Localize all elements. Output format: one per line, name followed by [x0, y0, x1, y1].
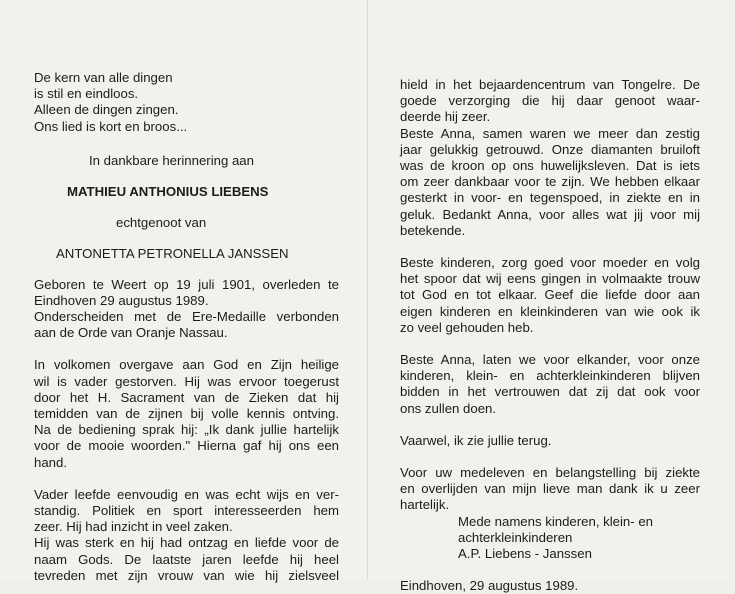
farewell: Vaarwel, ik zie jullie terug.: [400, 432, 552, 448]
spouse-name: ANTONETTA PETRONELLA JANSSEN: [56, 246, 289, 262]
text-line: Eindhoven 29 augustus 1989.: [34, 292, 209, 308]
poem-line: Alleen de dingen zingen.: [34, 102, 179, 118]
text-line: wil is vader gestorven. Hij was ervoor toegerust: [34, 373, 339, 389]
text-line: Voor uw medeleven en belangstelling bij ziekte: [400, 465, 700, 481]
text-line: kinderen, klein- en achterkleinkinderen blijven: [400, 368, 700, 384]
anna-paragraph: [400, 77, 700, 239]
deceased-name: MATHIEU ANTHONIUS LIEBENS: [67, 184, 269, 200]
text-line: In volkomen overgave aan God en Zijn heilige: [34, 357, 339, 373]
right-page: [400, 77, 700, 594]
text-line: zo veel gehouden heb.: [400, 319, 534, 335]
signature-line: achterkleinkinderen: [458, 529, 573, 545]
text-line: geluk. Bedankt Anna, voor alles wat jij voor mij: [400, 206, 700, 222]
poem: [34, 70, 339, 135]
text-line: Hij was sterk en hij had ontzag en liefde voor de: [34, 535, 339, 551]
card-fold: [367, 0, 368, 579]
text-line: aan de Orde van Oranje Nassau.: [34, 325, 228, 341]
text-line: eigen kinderen en kleinkinderen van wie ook ik: [400, 303, 700, 319]
text-line: jaar gelukkig getrouwd. Onze diamanten bruiloft: [400, 141, 700, 157]
text-line: hartelijk.: [400, 497, 450, 513]
text-line: Onderscheiden met de Ere-Medaille verbonden: [34, 309, 339, 325]
text-line: standig. Politiek en sport interesseerden hem: [34, 503, 339, 519]
text-line: goede verzorging die hij daar genoot waar-: [400, 93, 700, 109]
prayer-paragraph: [400, 352, 700, 417]
character-paragraph: [34, 487, 339, 584]
text-line: ons zullen doen.: [400, 400, 497, 416]
text-line: hand.: [34, 454, 68, 470]
text-line: Geboren te Weert op 19 juli 1901, overleden te: [34, 276, 339, 292]
text-line: was de kroon op ons huwelijksleven. Dat is iets: [400, 158, 700, 174]
text-line: en overlijden van mijn lieve man dank ik u zeer: [400, 481, 700, 497]
text-line: temidden van de zijnen bij volle kennis ontving.: [34, 406, 339, 422]
text-line: zeer. Hij had inzicht in veel zaken.: [34, 519, 233, 535]
children-paragraph: [400, 255, 700, 336]
text-line: hield in het bejaardencentrum van Tongelre. De: [400, 77, 700, 92]
text-line: Beste kinderen, zorg goed voor moeder en volg: [400, 255, 700, 271]
text-line: deerde hij zeer.: [400, 109, 491, 125]
place-date: Eindhoven, 29 augustus 1989.: [400, 578, 579, 594]
text-line: Vader leefde eenvoudig en was echt wijs en ver-: [34, 486, 339, 502]
text-line: betekende.: [400, 222, 466, 238]
text-line: door het H. Sacrament van de Zieken dat hij: [34, 389, 339, 405]
text-line: tevreden met zijn vrouw van wie hij zielsveel: [34, 567, 339, 583]
text-line: om zeer dankbaar voor te zijn. We hebben elkaar: [400, 174, 700, 190]
poem-line: Ons lied is kort en broos...: [34, 118, 188, 134]
text-line: Beste Anna, laten we voor elkander, voor onze: [400, 352, 700, 368]
signature-block: [400, 514, 700, 563]
poem-line: De kern van alle dingen: [34, 70, 173, 85]
text-line: voor de mooie woorden." Hierna gaf hij ons een: [34, 438, 339, 454]
text-line: tot God en tot elkaar. Geef die liefde door aan: [400, 287, 700, 303]
faith-paragraph: [34, 357, 339, 470]
left-page: [34, 70, 339, 584]
signature-name: A.P. Liebens - Janssen: [458, 546, 592, 562]
biography-paragraph: [34, 277, 339, 342]
text-line: Beste Anna, samen waren we meer dan zestig: [400, 125, 700, 141]
thanks-paragraph: [400, 465, 700, 514]
spouse-intro: echtgenoot van: [116, 215, 207, 231]
text-line: gesterkt in voor- en tegenspoed, in ziekte en in: [400, 190, 700, 206]
poem-line: is stil en eindloos.: [34, 86, 139, 102]
dedication: In dankbare herinnering aan: [89, 152, 254, 168]
text-line: naam Gods. De laatste jaren leefde hij heel: [34, 551, 339, 567]
text-line: bidden in het vertrouwen dat zij dat ook voor: [400, 384, 700, 400]
text-line: het spoor dat wij eens gingen in volmaakte trouw: [400, 271, 700, 287]
text-line: Na de bediening sprak hij: „Ik dank jullie hartelijk: [34, 422, 339, 438]
signature-line: Mede namens kinderen, klein- en: [458, 513, 653, 529]
